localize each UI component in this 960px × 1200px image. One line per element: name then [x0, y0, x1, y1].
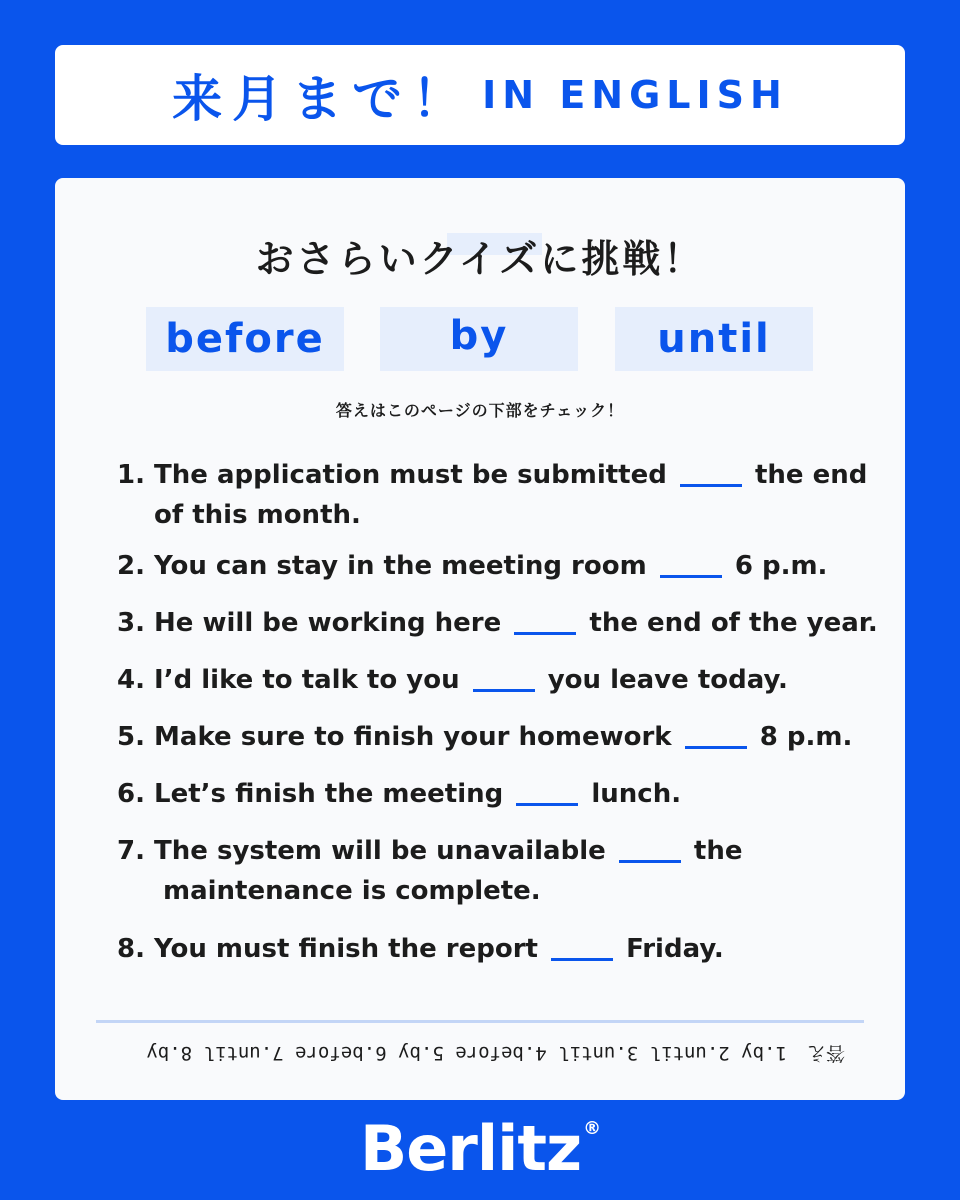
question-number: 6. — [117, 779, 145, 809]
quiz-heading: おさらいクイズに挑戦！ — [255, 237, 705, 281]
question-7 — [117, 831, 857, 911]
quiz-card — [55, 178, 905, 1100]
question-text-before: I’d like to talk to you — [154, 665, 460, 695]
question-number: 8. — [117, 934, 145, 964]
answer-blank — [660, 551, 722, 578]
title-japanese: 来月まで！ — [172, 70, 473, 128]
title-english: IN ENGLISH — [482, 73, 788, 117]
chip-before-label: before — [165, 316, 325, 362]
answer-blank — [619, 836, 681, 863]
question-text-after: the end — [754, 460, 868, 490]
question-number: 7. — [117, 836, 145, 866]
answer-note: 答えはこのページの下部をチェック！ — [335, 401, 625, 420]
chip-by — [380, 307, 578, 371]
question-number: 3. — [117, 608, 145, 638]
answer-blank — [551, 934, 613, 961]
berlitz-logo — [0, 1112, 960, 1185]
question-6 — [117, 774, 857, 814]
question-8 — [117, 929, 857, 969]
question-number: 5. — [117, 722, 145, 752]
question-number: 4. — [117, 665, 145, 695]
title-banner — [55, 45, 905, 145]
question-text-after: the — [693, 836, 743, 866]
answers-text: 1.by 2.until 3.until 4.before 5.by 6.before 7.until 8.by — [146, 1042, 787, 1064]
question-text-continuation: maintenance is complete. — [163, 876, 541, 906]
logo-text: Berlitz — [359, 1112, 582, 1185]
upside-down-answers — [146, 1038, 845, 1068]
question-text-after: 8 p.m. — [759, 722, 853, 752]
chip-until — [615, 307, 813, 371]
question-text-after: lunch. — [591, 779, 682, 809]
question-text-after: Friday. — [626, 934, 724, 964]
answers-divider — [96, 1020, 864, 1023]
question-text-before: He will be working here — [154, 608, 502, 638]
answer-blank — [514, 608, 576, 635]
question-number: 1. — [117, 460, 145, 490]
question-text-after: the end of the year. — [589, 608, 878, 638]
answer-blank — [685, 722, 747, 749]
question-2 — [117, 546, 857, 586]
question-5 — [117, 717, 857, 757]
registered-mark: ® — [583, 1118, 601, 1139]
question-text-continuation: of this month. — [154, 500, 361, 530]
question-text-after: 6 p.m. — [734, 551, 828, 581]
answers-label: 答え — [806, 1042, 845, 1064]
answer-blank — [516, 779, 578, 806]
question-text-before: The application must be submitted — [154, 460, 667, 490]
question-text-after: you leave today. — [547, 665, 788, 695]
chip-by-label: by — [449, 313, 509, 359]
chip-until-label: until — [657, 316, 771, 362]
chip-before — [146, 307, 344, 371]
question-text-before: You must finish the report — [154, 934, 538, 964]
question-text-before: You can stay in the meeting room — [154, 551, 647, 581]
question-text-before: The system will be unavailable — [154, 836, 606, 866]
question-1 — [117, 455, 868, 535]
answer-blank — [473, 665, 535, 692]
question-text-before: Let’s finish the meeting — [154, 779, 504, 809]
question-3 — [117, 603, 878, 643]
question-number: 2. — [117, 551, 145, 581]
question-4 — [117, 660, 857, 700]
question-text-before: Make sure to finish your homework — [154, 722, 672, 752]
answer-blank — [680, 460, 742, 487]
